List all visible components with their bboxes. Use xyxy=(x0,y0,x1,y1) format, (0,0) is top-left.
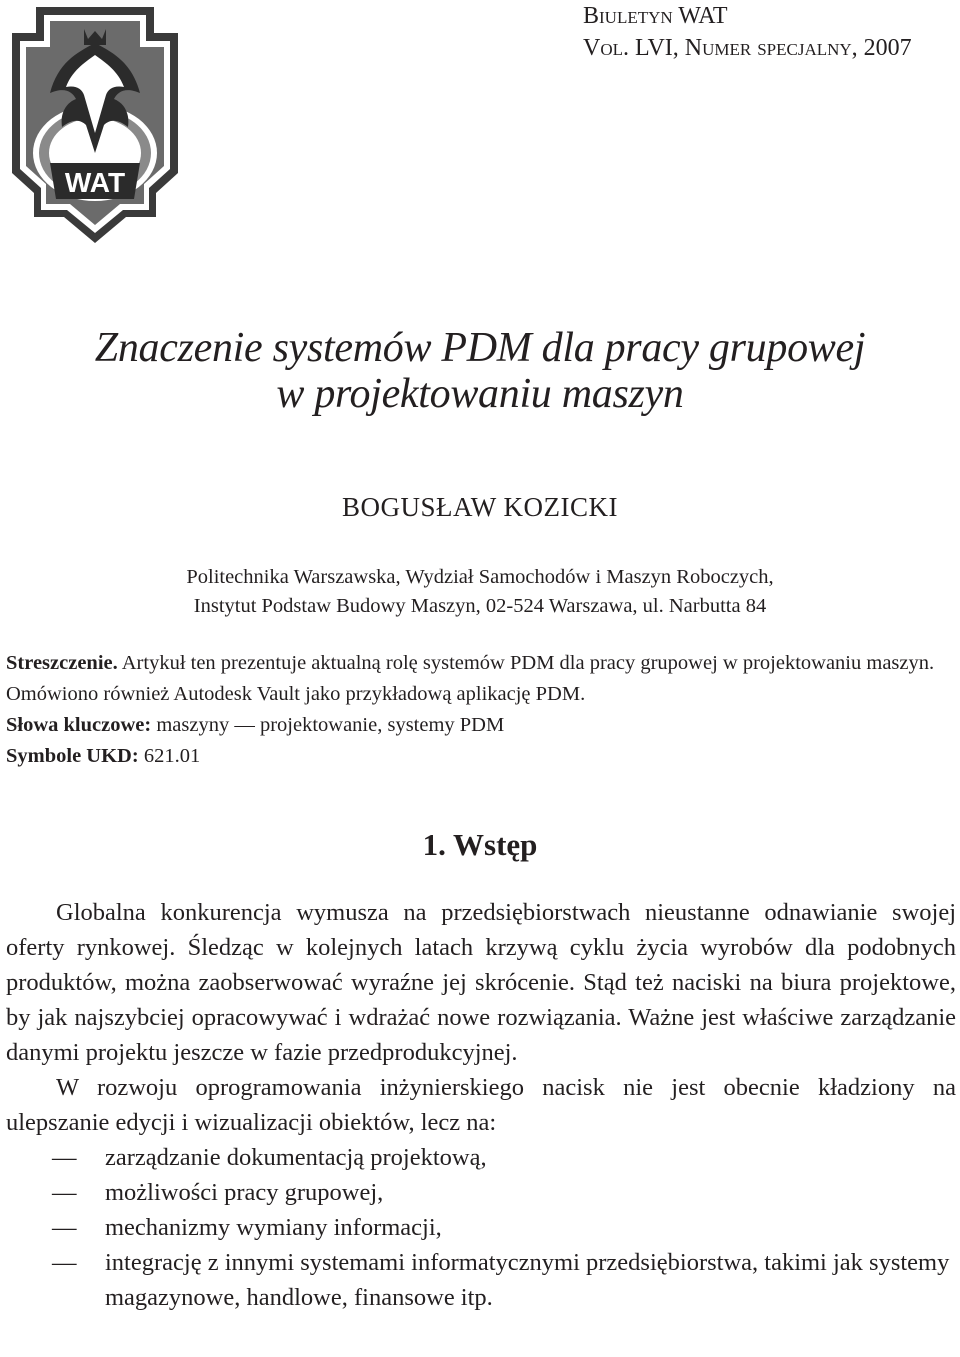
list-item xyxy=(6,1140,956,1175)
ukd-text: 621.01 xyxy=(138,745,201,767)
logo-text: WAT xyxy=(64,167,126,198)
list-dash: — xyxy=(52,1214,77,1241)
affiliation xyxy=(0,563,960,621)
list-item xyxy=(6,1175,956,1210)
list-dash: — xyxy=(52,1179,77,1206)
list-dash: — xyxy=(52,1144,77,1171)
author-name: BOGUSŁAW KOZICKI xyxy=(341,492,619,522)
abstract xyxy=(6,648,956,772)
list-item-text: mechanizmy wymiany informacji, xyxy=(105,1214,442,1241)
abstract-label: Streszczenie. xyxy=(6,652,118,674)
eagle-emblem-icon xyxy=(6,3,184,245)
article-title-line-2: w projektowaniu maszyn xyxy=(276,371,684,417)
keywords-line xyxy=(6,710,956,741)
bullet-list xyxy=(6,1140,956,1315)
section-body xyxy=(6,895,956,1315)
list-item-text: zarządzanie dokumentacją projektową, xyxy=(105,1144,487,1171)
section-heading: 1. Wstęp xyxy=(422,827,538,862)
list-item xyxy=(6,1245,956,1315)
abstract-text: Artykuł ten prezentuje aktualną rolę systemów PDM dla pracy grupowej w projektowaniu maszyn. Omówiono również Autodesk Vault jako przykładową aplikację PDM. xyxy=(6,652,935,705)
ukd-line xyxy=(6,741,956,772)
list-item-text: integrację z innymi systemami informatycznymi przedsiębiorstwa, takimi jak systemy magazynowe, handlowe, finansowe itp. xyxy=(105,1249,950,1311)
body-paragraph-1: Globalna konkurencja wymusza na przedsiębiorstwach nieustanne odnawianie swojej oferty rynkowej. Śledząc w kolejnych latach krzywą cyklu życia wyrobów dla podobnych produktów, można zaobserwować wyraźne jej skrócenie. Stąd też naciski na biura projektowe, by jak najszybciej opracowywać i wdrażać nowe rozwiązania. Ważne jest właściwe zarządzanie danymi projektu jeszcze w fazie przedprodukcyjnej. xyxy=(6,899,956,1066)
keywords-label: Słowa kluczowe: xyxy=(6,714,152,736)
article-title xyxy=(0,325,960,417)
affiliation-line-1: Politechnika Warszawska, Wydział Samochodów i Maszyn Roboczych, xyxy=(186,566,774,588)
list-item xyxy=(6,1210,956,1245)
list-dash: — xyxy=(52,1249,77,1276)
journal-name: Biuletyn WAT xyxy=(583,3,728,29)
list-item-text: możliwości pracy grupowej, xyxy=(105,1179,384,1206)
abstract-paragraph xyxy=(6,648,956,710)
journal-issue: Vol. LVI, Numer specjalny, 2007 xyxy=(583,35,912,61)
body-paragraph-2: W rozwoju oprogramowania inżynierskiego nacisk nie jest obecnie kładziony na ulepszanie edycji i wizualizacji obiektów, lecz na: xyxy=(6,1074,956,1136)
article-title-line-1: Znaczenie systemów PDM dla pracy grupowej xyxy=(94,325,866,371)
journal-header xyxy=(583,0,912,64)
affiliation-line-2: Instytut Podstaw Budowy Maszyn, 02-524 Warszawa, ul. Narbutta 84 xyxy=(193,595,767,617)
keywords-text: maszyny — projektowanie, systemy PDM xyxy=(151,714,505,736)
ukd-label: Symbole UKD: xyxy=(6,745,139,767)
